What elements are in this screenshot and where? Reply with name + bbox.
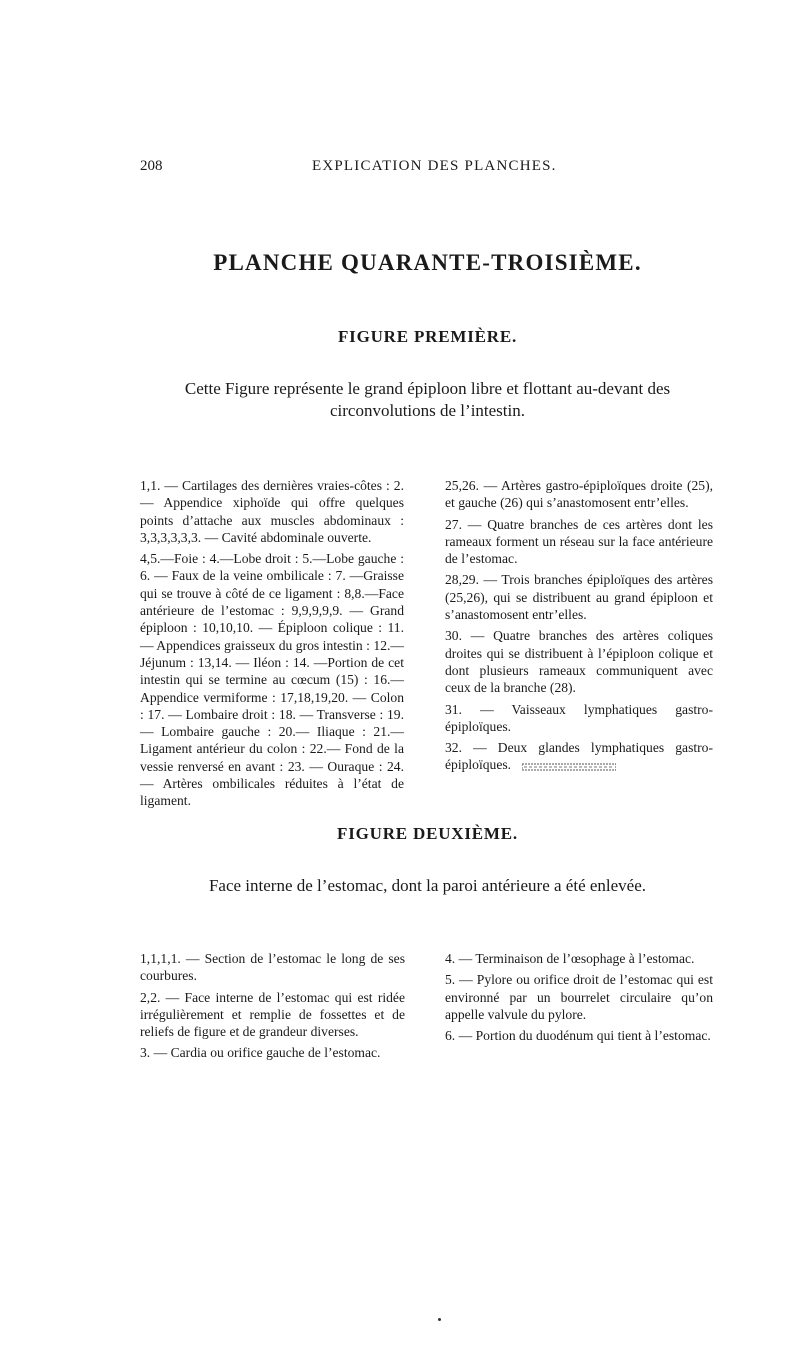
legend-paragraph: 2,2. — Face interne de l’estomac qui est ridée irrégulièrement et remplie de fossettes et de reliefs de figure et de grandeur diverses. — [140, 989, 405, 1040]
legend-paragraph: 1,1. — Cartilages des dernières vraies-côtes : 2. — Appendice xiphoïde qui offre quelques points d’attache aux muscles abdominaux : 3,3,3,3,3,3. — Cavité abdominale ouverte. — [140, 478, 404, 545]
legend-paragraph: 25,26. — Artères gastro-épiploïques droite (25), et gauche (26) qui s’anastomosent entr’elles. — [445, 478, 713, 511]
legend-paragraph: 6. — Portion du duodénum qui tient à l’estomac. — [445, 1028, 711, 1044]
legend-paragraph: 32. — Deux glandes lymphatiques gastro-épiploïques. — [445, 740, 713, 773]
figure2-right-column — [445, 950, 713, 1048]
legend-paragraph: 4,5.—Foie : 4.—Lobe droit : 5.—Lobe gauche : 6. — Faux de la veine ombilicale : 7. —Graisse qui se trouve à côté de ce ligament : 8,8.—Face antérieure de l’estomac : 9,9,9,9,9. — Grand épiploon : 10,10,10. — Épiploon colique : 11. — Appendices graisseux du gros intestin : 12.—Jéjunum : 13,14. — Iléon : 14. —Portion de cet intestin qui se termine au cœcum (15) : 16.—Appendice vermiforme : 17,18,19,20. — Colon : 17. — Lombaire droit : 18. — Transverse : 19. — Lombaire gauche : 20.— Iliaque : 21.— Ligament antérieur du colon : 22.— Fond de la vessie renversé en avant : 23. — Ouraque : 24. — Artères ombilicales réduites à l’état de ligament. — [140, 551, 404, 809]
legend-paragraph: 1,1,1,1. — Section de l’estomac le long de ses courbures. — [140, 951, 405, 984]
legend-paragraph: 30. — Quatre branches des artères coliques droites qui se distribuent à l’épiploon colique et dont plusieurs rameaux communiquent avec ceux de la branche (28). — [445, 628, 713, 696]
legend-paragraph: 31. — Vaisseaux lymphatiques gastro-épiploïques. — [445, 701, 713, 734]
legend-paragraph: 28,29. — Trois branches épiploïques des artères (25,26), qui se distribuent au grand épiploon et s’anastomosent entr’elles. — [445, 572, 713, 623]
page-number: 208 — [140, 158, 163, 174]
figure1-description: Cette Figure représente le grand épiploon libre et flottant au-devant des circonvolutions de l’intestin. — [184, 379, 671, 420]
legend-paragraph: 27. — Quatre branches de ces artères dont les rameaux forment un réseau sur la face antérieure de l’estomac. — [445, 516, 713, 567]
page-speck — [438, 1318, 441, 1321]
legend-paragraph: 3. — Cardia ou orifice gauche de l’estomac. — [140, 1045, 381, 1061]
figure1-title: FIGURE PREMIÈRE. — [337, 327, 518, 346]
plate-title: PLANCHE QUARANTE-TROISIÈME. — [213, 250, 642, 275]
figure2-description: Face interne de l’estomac, dont la paroi antérieure a été enlevée. — [208, 876, 647, 895]
figure2-left-column — [140, 950, 405, 1066]
section-divider-ornament — [522, 762, 616, 772]
legend-paragraph: 4. — Terminaison de l’œsophage à l’estomac. — [445, 951, 695, 966]
legend-paragraph: 5. — Pylore ou orifice droit de l’estomac qui est environné par un bourrelet circulaire qu’on appelle valvule du pylore. — [445, 972, 713, 1022]
figure2-title: FIGURE DEUXIÈME. — [337, 824, 518, 843]
figure1-left-column — [140, 477, 404, 814]
running-title: EXPLICATION DES PLANCHES. — [312, 158, 557, 174]
figure1-right-column — [445, 477, 713, 778]
